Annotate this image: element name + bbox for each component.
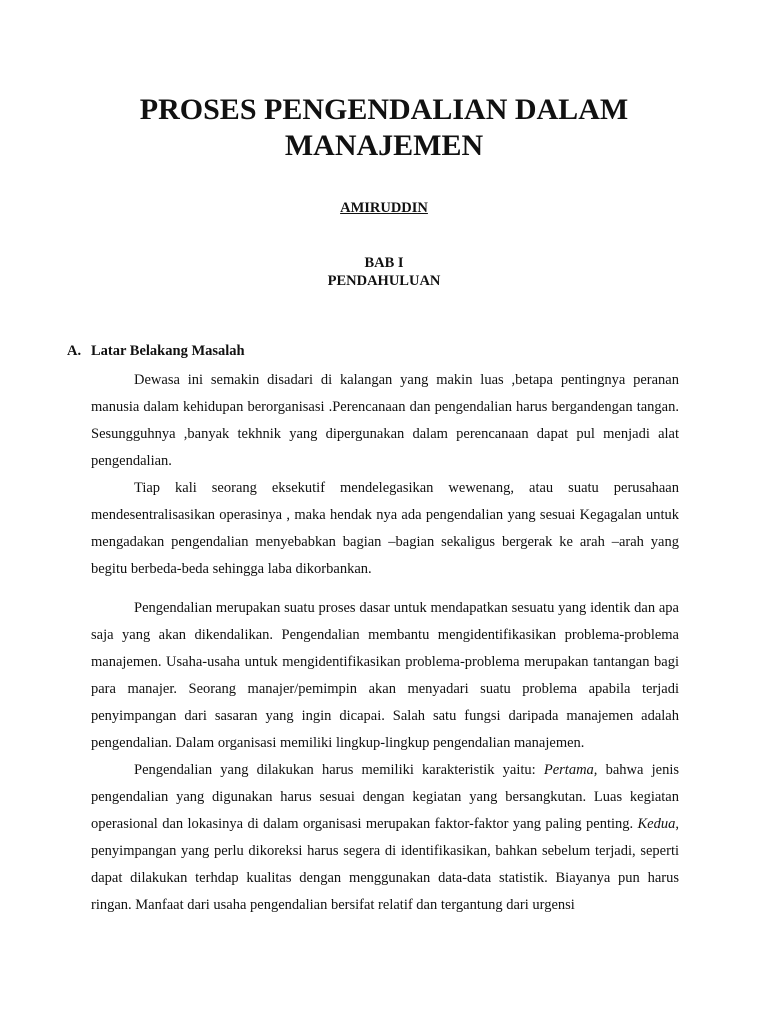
body-text-block-2 <box>91 595 679 919</box>
paragraph-4-part-2: bahwa jenis pengendalian yang digunakan harus sesuai dengan kegiatan yang bersangkutan. Luas kegiatan operasional dan lokasinya di dalam organisasi merupakan faktor-faktor yang paling penting. <box>91 762 679 832</box>
section-title: Latar Belakang Masalah <box>91 343 245 359</box>
title-line-2: MANAJEMEN <box>284 129 484 162</box>
document-title <box>0 92 768 164</box>
paragraph-4 <box>91 757 679 919</box>
chapter-number: BAB I <box>364 255 404 271</box>
chapter-title: PENDAHULUAN <box>327 273 441 289</box>
author-name: AMIRUDDIN <box>340 200 428 216</box>
body-text-block-1 <box>91 340 679 583</box>
paragraph-3: Pengendalian merupakan suatu proses dasar untuk mendapatkan sesuatu yang identik dan apa saja yang akan dikendalikan. Pengendalian membantu mengidentifikasikan problema-problema manajemen. Usaha-usaha untuk mengidentifikasikan problema-problema merupakan tantangan bagi para manajer. Seorang manajer/pemimpin akan menyadari suatu problema apabila terjadi penyimpangan dari sasaran yang ingin dicapai. Salah satu fungsi daripada manajemen adalah pengendalian. Dalam organisasi memiliki lingkup-lingkup pengendalian manajemen. <box>91 600 679 751</box>
paragraph-4-part-3: , penyimpangan yang perlu dikoreksi harus segera di identifikasikan, bahkan sebelum terjadi, seperti dapat dilakukan terhdap kualitas dengan menggunakan data-data statistik. Biayanya pun harus ringan. Manfaat dari usaha pengendalian bersifat relatif dan tergantung dari urgensi <box>91 816 679 913</box>
title-line-1: PROSES PENGENDALIAN DALAM <box>139 93 629 126</box>
paragraph-4-kedua: Kedua <box>637 816 676 832</box>
paragraph-4-part-1: Pengendalian yang dilakukan harus memiliki karakteristik yaitu: <box>134 762 544 778</box>
chapter-heading <box>0 254 768 290</box>
paragraph-2: Tiap kali seorang eksekutif mendelegasikan wewenang, atau suatu perusahaan mendesentralisasikan operasinya , maka hendak nya ada pengendalian yang sesuai Kegagalan untuk mengadakan pengendalian menyebabkan bagian –bagian sekaligus bergerak ke arah –arah yang begitu berbeda-beda sehingga laba dikorbankan. <box>91 480 679 577</box>
section-number: A. <box>67 343 82 359</box>
paragraph-4-pertama: Pertama, <box>543 762 598 778</box>
paragraph-1: Dewasa ini semakin disadari di kalangan yang makin luas ,betapa pentingnya peranan manusia dalam kehidupan berorganisasi .Perencanaan dan pengendalian harus bergandengan tangan. Sesungguhnya ,banyak tekhnik yang dipergunakan dalam perencanaan dapat pul menjadi alat pengendalian. <box>91 372 679 469</box>
